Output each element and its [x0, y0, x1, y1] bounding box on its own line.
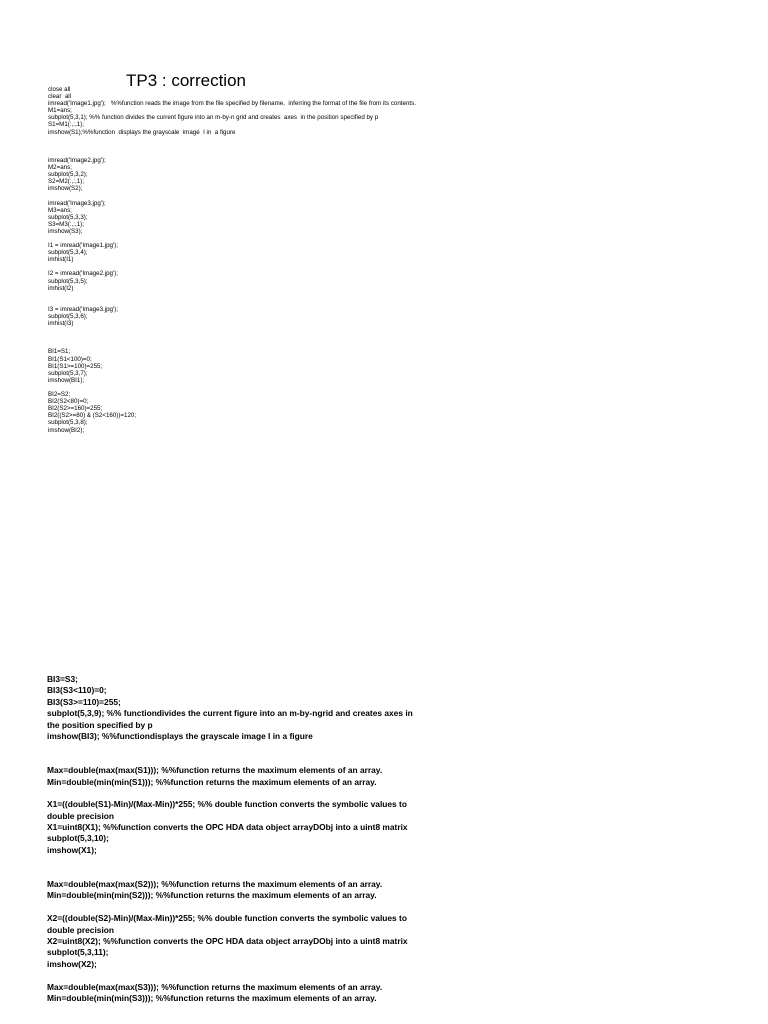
code-line: M1=ans; — [48, 107, 72, 115]
code-line: S1=M1(:,:,1); — [48, 121, 84, 129]
code-line: Max=double(max(max(S2))); %%function returns the maximum elements of an array. — [47, 879, 383, 890]
code-line: imhist(I1) — [48, 256, 74, 264]
code-line — [47, 754, 427, 765]
code-line: Min=double(min(min(S2))); %%function returns the maximum elements of an array. — [47, 890, 377, 901]
code-line: BI3(S3<110)=0; — [47, 685, 107, 696]
code-line: double precision — [47, 810, 115, 821]
code-block-lower — [47, 674, 427, 1004]
code-line: Max=double(max(max(S3))); %%function returns the maximum elements of an array. — [47, 981, 383, 992]
code-line: X1=uint8(X1); %%function converts the OPC HDA data object arrayDObj into a uint8 matrix — [47, 822, 408, 833]
code-line — [48, 136, 748, 143]
code-line: BI1=S1; — [48, 348, 71, 356]
code-line: imshow(S2); — [48, 185, 83, 193]
code-line: BI3=S3; — [47, 674, 78, 684]
code-line: BI3(S3>=110)=255; — [47, 696, 121, 707]
code-line: subplot(5,3,11); — [47, 947, 109, 958]
code-line — [47, 970, 427, 981]
code-line: imread('Image2.jpg'); — [48, 156, 106, 164]
code-line: X2=uint8(X2); %%function converts the OPC HDA data object arrayDObj into a uint8 matrix — [47, 935, 408, 946]
code-line: subplot(5,3,7); — [48, 369, 88, 377]
code-line: M2=ans; — [48, 164, 72, 172]
code-line: I1 = imread('Image1.jpg'); — [48, 242, 118, 250]
code-line — [47, 788, 427, 799]
code-line: imshow(S3); — [48, 227, 83, 235]
code-line: M3=ans; — [48, 206, 72, 214]
code-line — [48, 235, 748, 242]
code-line: imread('Image3.jpg'); — [48, 199, 106, 207]
code-line: subplot(5,3,6); — [48, 313, 88, 320]
code-line — [48, 263, 748, 270]
code-line: I2 = imread('Image2.jpg'); — [48, 270, 118, 278]
code-line: imshow(BI3); %%functiondisplays the grayscale image I in a figure — [47, 730, 313, 741]
code-line: BI2=S2; — [48, 391, 71, 399]
code-line — [48, 327, 748, 334]
code-line: imshow(X1); — [47, 844, 97, 855]
code-line: subplot(5,3,2); — [48, 171, 88, 179]
page-title: TP3 : correction — [126, 71, 246, 90]
code-line: imshow(S1);%%function displays the grayscale image I in a figure — [48, 128, 236, 136]
code-line: Min=double(min(min(S1))); %%function returns the maximum elements of an array. — [47, 776, 377, 787]
code-line: subplot(5,3,9); %% functiondivides the current figure into an m-by-ngrid and creates axes in — [47, 708, 413, 719]
code-line — [47, 868, 427, 879]
code-line: Max=double(max(max(S1))); %%function returns the maximum elements of an array. — [47, 765, 383, 776]
code-line: S3=M3(:,:,1); — [48, 220, 84, 228]
code-line: BI2(S2>=160)=255; — [48, 405, 103, 413]
code-line: the position specified by p — [47, 719, 153, 730]
code-line — [48, 150, 748, 157]
code-line: clear all — [48, 93, 72, 101]
code-line: imshow(X2); — [47, 958, 97, 969]
code-line: I3 = imread('Image3.jpg'); — [48, 305, 118, 313]
code-line: imshow(BI2); — [48, 426, 85, 434]
code-line: double precision — [47, 924, 115, 935]
code-line — [48, 384, 748, 391]
code-line: imread('Image1.jpg'); %%function reads the image from the file specified by filename, inferring the format of the file from its contents. — [48, 100, 416, 108]
code-line — [48, 292, 748, 299]
code-line: close all — [48, 86, 71, 93]
code-line: Min=double(min(min(S3))); %%function returns the maximum elements of an array. — [47, 992, 377, 1003]
code-line — [48, 341, 748, 348]
code-line — [47, 902, 427, 913]
code-line: BI2(S2<80)=0; — [48, 398, 89, 406]
code-line: subplot(5,3,4); — [48, 249, 88, 257]
code-line: X1=((double(S1)-Min)/(Max-Min))*255; %% double function converts the symbolic values to — [47, 799, 407, 810]
code-line — [48, 143, 748, 150]
code-line — [48, 334, 748, 341]
code-line — [47, 856, 427, 867]
code-line: imshow(BI1); — [48, 376, 85, 384]
code-line: BI2((S2>=80) & (S2<160))=120; — [48, 412, 137, 420]
code-line: X2=((double(S2)-Min)/(Max-Min))*255; %% double function converts the symbolic values to — [47, 913, 407, 924]
code-line: S2=M2(:,:,1); — [48, 178, 84, 186]
code-line: imhist(I3) — [48, 320, 74, 328]
code-line: subplot(5,3,3); — [48, 213, 88, 221]
code-line — [48, 192, 748, 199]
code-line: subplot(5,3,5); — [48, 277, 88, 285]
code-line: subplot(5,3,10); — [47, 833, 109, 844]
code-line — [47, 742, 427, 753]
code-line: BI1(S1>=100)=255; — [48, 362, 103, 370]
code-line — [48, 299, 748, 306]
code-line: subplot(5,3,8); — [48, 419, 88, 427]
code-line: subplot(5,3,1); %% function divides the current figure into an m-by-n grid and creates axes in the position specified by p — [48, 114, 379, 122]
code-line: BI1(S1<100)=0; — [48, 355, 92, 363]
code-line: imhist(I2) — [48, 284, 74, 292]
code-block-upper — [48, 86, 748, 434]
